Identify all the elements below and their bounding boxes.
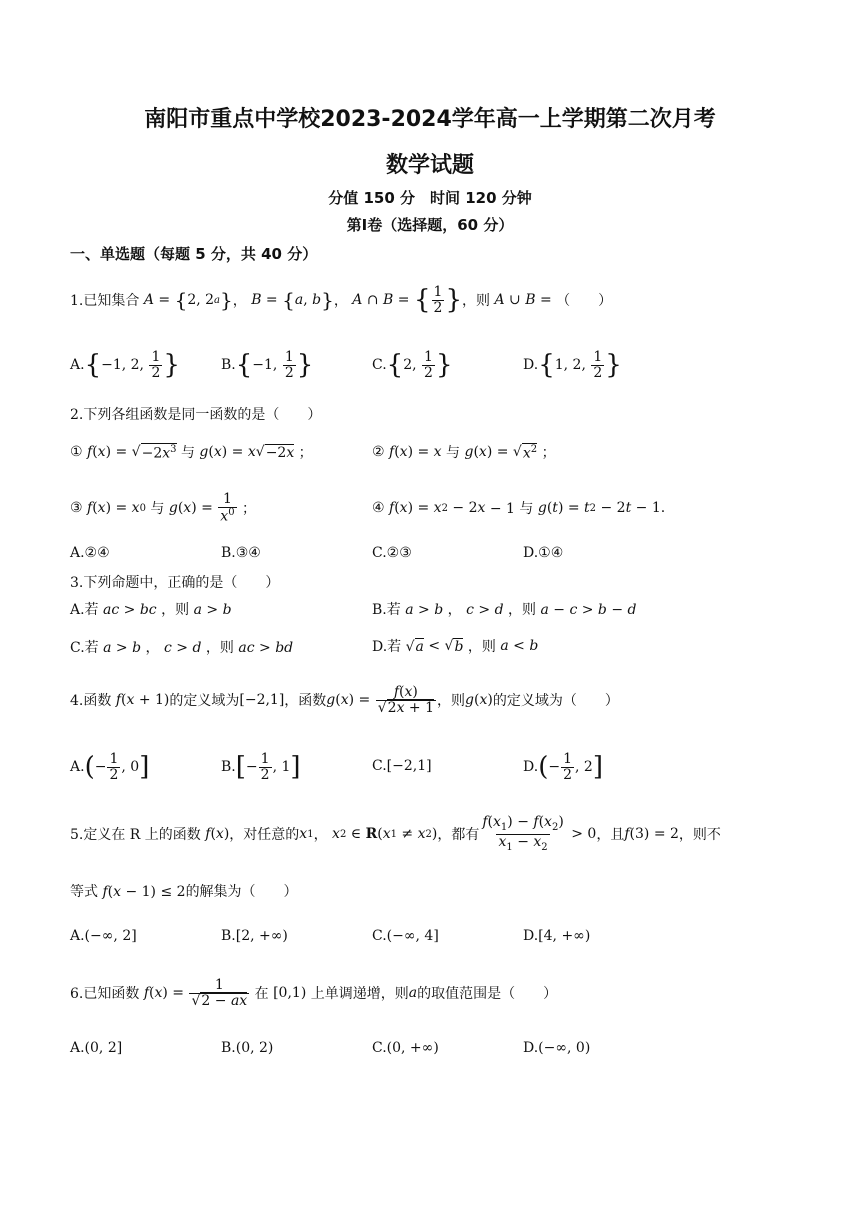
- question-2-option-a[interactable]: A.②④: [70, 545, 110, 561]
- question-6-option-a[interactable]: A.(0, 2]: [70, 1040, 123, 1056]
- question-6-option-d[interactable]: D.(−∞, 0): [523, 1040, 591, 1056]
- question-2-item-3: ③ f ( x ) = x 0 与 g ( x ) = $\frac{1}{x^0}$ ；: [70, 490, 257, 525]
- question-5-option-d[interactable]: D.[4, +∞): [523, 928, 591, 944]
- section-heading: 一、单选题（每题 5 分，共 40 分）: [70, 245, 318, 263]
- question-5-stem-line-2: 等式 f(x − 1) ≤ 2的解集为（ ）: [70, 884, 298, 900]
- question-3-stem: 3.下列命题中，正确的是（ ）: [70, 575, 280, 591]
- volume-heading: 第Ⅰ卷（选择题，60 分）: [346, 216, 514, 234]
- question-2-item-1: ① f ( x ) = √ $-2x^3$ 与 g ( x ) = x √ −2x ；: [70, 443, 313, 462]
- question-1-option-b[interactable]: B. { −1, $\frac{1}{2}$ }: [221, 348, 314, 381]
- question-4-option-b[interactable]: B. [ − $\frac{1}{2}$ , 1 ]: [221, 750, 301, 783]
- question-6-option-c[interactable]: C.(0, +∞): [372, 1040, 439, 1056]
- question-5-stem-line-1: 5.定义在 R 上的函数 f ( x ) ，对任意的 x 1 ， x 2 ∈ R ( x 1 ≠ x 2 ) ，都有 $\frac{f(x_1) - f(x_2)}{x_1 - x_2}$ > 0 ，且 f (3) = 2 ，则不: [70, 814, 721, 853]
- question-1-stem: 1.已知集合 A = { 2, 2 a } ， B = { a , b } ， A ∩ B = { $\frac{1}{2}$ } ，则 A ∪ B = （ ）: [70, 283, 613, 316]
- question-3-option-d[interactable]: D.若 √ a < √ b ，则 a < b: [372, 638, 539, 655]
- question-2-option-b[interactable]: B.③④: [221, 545, 261, 561]
- question-6-option-b[interactable]: B.(0, 2): [221, 1040, 274, 1056]
- question-4-option-d[interactable]: D. ( − $\frac{1}{2}$ , 2 ]: [523, 750, 603, 783]
- exam-meta: 分值 150 分 时间 120 分钟: [328, 189, 532, 207]
- question-4-stem: 4.函数 f ( x + 1) 的定义域为 [−2,1] ，函数 g ( x ) = $\frac{f(x)}{√2x + 1}$ ，则 g ( x ) 的定义域为（ ）: [70, 683, 619, 716]
- question-4-option-a[interactable]: A. ( − $\frac{1}{2}$ , 0 ]: [70, 750, 150, 783]
- question-3-option-b[interactable]: B.若 a > b ， c > d ，则 a − c > b − d: [372, 602, 637, 618]
- question-4-option-c[interactable]: C.[−2,1]: [372, 758, 432, 774]
- page-title: 南阳市重点中学校2023-2024学年高一上学期第二次月考: [144, 107, 716, 132]
- question-3-option-a[interactable]: A.若 ac > bc ，则 a > b: [70, 602, 232, 618]
- question-2-option-c[interactable]: C.②③: [372, 545, 412, 561]
- question-2-option-d[interactable]: D.①④: [523, 545, 564, 561]
- question-6-stem: 6.已知函数 f ( x ) = $\frac{1}{√2 - ax}$ 在 [0,1) 上单调递增，则 a 的取值范围是（ ）: [70, 976, 558, 1009]
- question-5-option-c[interactable]: C.(−∞, 4]: [372, 928, 439, 944]
- question-5-option-b[interactable]: B.[2, +∞): [221, 928, 288, 944]
- subject-title: 数学试题: [385, 153, 474, 178]
- question-1-option-d[interactable]: D. { 1, 2, $\frac{1}{2}$ }: [523, 348, 622, 381]
- question-1-option-c[interactable]: C. { 2, $\frac{1}{2}$ }: [372, 348, 453, 381]
- question-5-option-a[interactable]: A.(−∞, 2]: [70, 928, 137, 944]
- question-2-stem: 2.下列各组函数是同一函数的是（ ）: [70, 407, 322, 423]
- question-2-item-4: ④ f ( x ) = x 2 − 2 x − 1 与 g ( t ) = t 2 − 2 t − 1.: [372, 500, 666, 517]
- question-1-option-a[interactable]: A. { −1, 2, $\frac{1}{2}$ }: [70, 348, 180, 381]
- question-2-item-2: ② f ( x ) = x 与 g ( x ) = √ $x^2$ ；: [372, 443, 556, 462]
- question-3-option-c[interactable]: C.若 a > b ， c > d ，则 ac > bd: [70, 640, 294, 656]
